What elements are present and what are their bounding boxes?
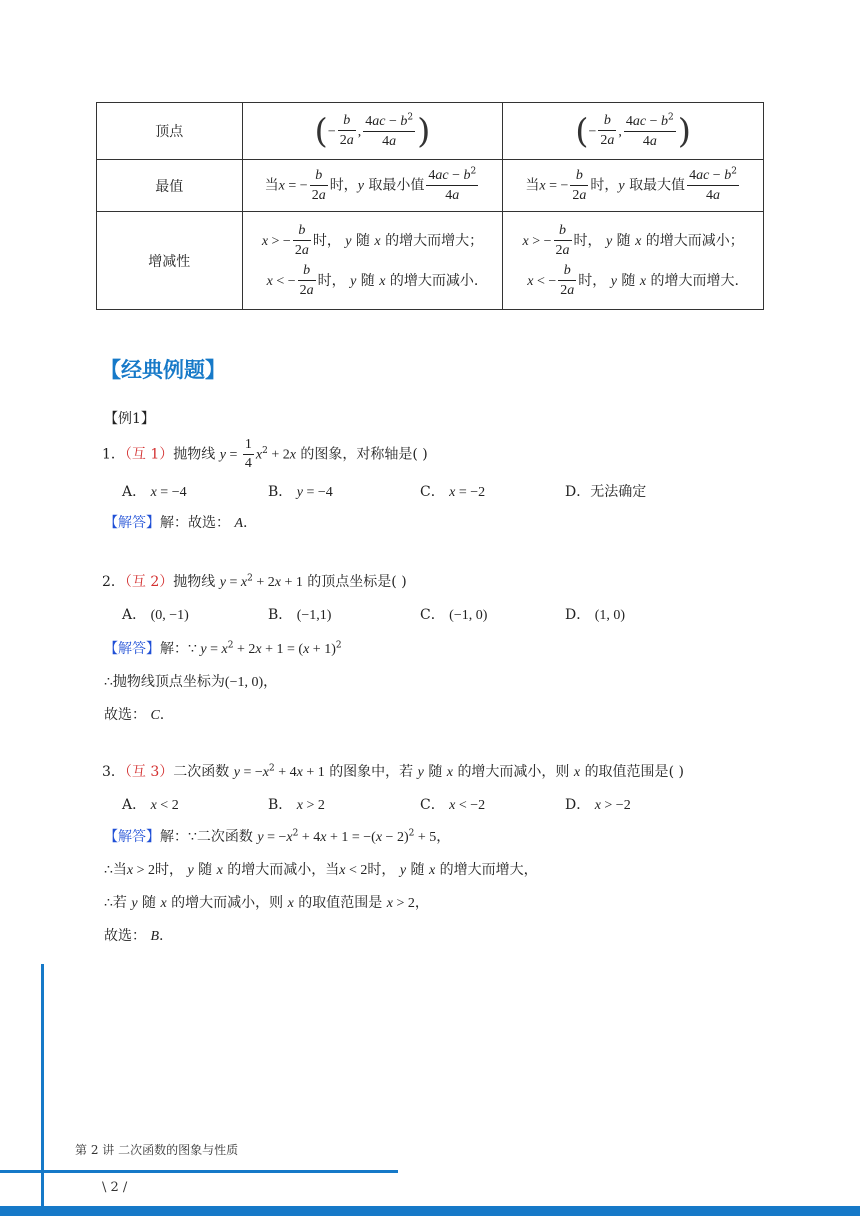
answer-3-line-3: ∴若 y 随 x 的增大而减小，则 x 的取值范围是 x > 2， xyxy=(104,895,429,911)
question-tag: （互 3） xyxy=(124,764,174,780)
table-row xyxy=(97,103,764,160)
option-b: B． (−1,1) xyxy=(268,607,332,623)
answer-3-line-2: ∴当x > 2时， y 随 x 的增大而减小，当x < 2时， y 随 x 的增大而增大， xyxy=(104,862,538,878)
question-3: 3．（互 3）二次函数 $y = -x^2 + 4x + 1$ 的图象中，若 y 随 x 的增大而减小，则 x 的取值范围是( ) xyxy=(102,763,684,780)
option-a: A． x = −4 xyxy=(122,484,187,500)
option-d: D． x > −2 xyxy=(565,797,631,813)
option-d: D．无法确定 xyxy=(565,484,647,500)
option-c: C． (−1, 0) xyxy=(420,607,488,623)
example-label: 【例1】 xyxy=(104,411,155,427)
row-header-vertex: 顶点 xyxy=(97,103,243,160)
extremum-upward: 当x = − $\frac{b}{2a}$ 时，y 取最小值 $\frac{4ac - b^2}{4a}$ xyxy=(242,160,503,212)
extremum-downward: 当x = − $\frac{b}{2a}$ 时，y 取最大值 $\frac{4ac - b^2}{4a}$ xyxy=(503,160,764,212)
monotonicity-downward: x > − $\frac{b}{2a}$ 时， y 随 x 的增大而减小； x < − $\frac{b}{2a}$ 时， y 随 x 的增大而增大. xyxy=(503,212,764,310)
table-row xyxy=(97,212,764,310)
answer-3: 【解答】解：∵二次函数 $y = -x^2 + 4x + 1 = -(x - 2)^2 + 5$， xyxy=(104,828,451,845)
footer-chapter-title: 第 2 讲 二次函数的图象与性质 xyxy=(75,1143,239,1157)
question-2: 2．（互 2）抛物线 $y = x^2 + 2x + 1$ 的顶点坐标是( ) xyxy=(102,573,407,590)
answer-1: 【解答】解：故选： A. xyxy=(104,515,248,531)
option-a: A． (0, −1) xyxy=(122,607,189,623)
row-header-monotonicity: 增减性 xyxy=(97,212,243,310)
answer-3-line-4: 故选： B. xyxy=(104,928,164,944)
question-tag: （互 1） xyxy=(124,446,174,463)
vertex-formula-upward: (− $\frac{b}{2a}$ , $\frac{4ac - b^2}{4a}$ ) xyxy=(242,103,503,160)
answer-2-line-2: ∴抛物线顶点坐标为(−1, 0)， xyxy=(104,674,278,690)
question-1: 1．（互 1）抛物线 y = $\frac{1}{4}$ $x^2 + 2x$ 的图象，对称轴是( ) xyxy=(102,437,428,471)
decorative-bottom-bar xyxy=(0,1206,860,1216)
row-header-extremum: 最值 xyxy=(97,160,243,212)
option-c: C． x = −2 xyxy=(420,484,486,500)
section-title: 【经典例题】 xyxy=(100,358,226,382)
vertex-formula-downward: (− $\frac{b}{2a}$ , $\frac{4ac - b^2}{4a}$ ) xyxy=(503,103,764,160)
option-a: A． x < 2 xyxy=(122,797,179,813)
table-row xyxy=(97,160,764,212)
answer-2: 【解答】解：∵ $y = x^2 + 2x + 1 = (x + 1)^2$ xyxy=(104,640,342,657)
monotonicity-upward: x > − $\frac{b}{2a}$ 时， y 随 x 的增大而增大； x < − $\frac{b}{2a}$ 时， y 随 x 的增大而减小. xyxy=(242,212,503,310)
properties-table xyxy=(96,102,764,310)
question-tag: （互 2） xyxy=(124,574,174,590)
page-number: \ 2 / xyxy=(102,1180,128,1195)
decorative-horizontal-bar xyxy=(0,1170,398,1173)
option-d: D． (1, 0) xyxy=(565,607,626,623)
option-b: B． y = −4 xyxy=(268,484,333,500)
option-b: B． x > 2 xyxy=(268,797,325,813)
option-c: C． x < −2 xyxy=(420,797,486,813)
answer-2-line-3: 故选： C. xyxy=(104,707,165,723)
decorative-vertical-bar xyxy=(41,964,44,1216)
